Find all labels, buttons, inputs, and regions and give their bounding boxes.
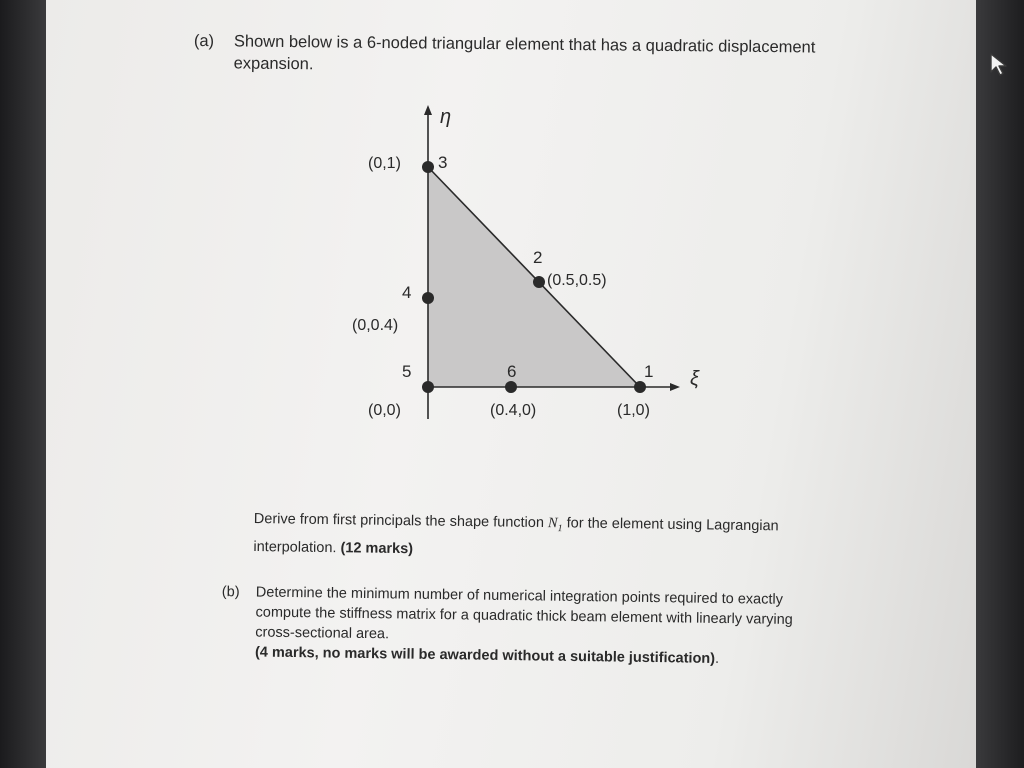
derive-text-line2: interpolation. [253, 538, 337, 557]
question-a-text: Shown below is a 6-noded triangular element that has a quadratic displacement [233, 32, 816, 57]
node-5 [422, 381, 434, 393]
node-2-coord: (0.5,0.5) [547, 272, 607, 289]
node-6-label: 6 [507, 362, 517, 381]
eta-label: η [440, 106, 452, 128]
derive-instruction [253, 508, 894, 568]
question-a [194, 30, 914, 82]
question-a-text-continued: expansion. [233, 54, 314, 74]
node-5-coord: (0,0) [368, 402, 401, 419]
derive-text: Derive from first principals the shape function [253, 510, 545, 532]
monitor-bezel-left [0, 0, 46, 768]
node-2 [533, 276, 545, 288]
eta-arrow-icon [424, 105, 432, 115]
question-b-label: (b) [221, 583, 240, 601]
node-3-coord: (0,1) [368, 155, 401, 172]
derive-marks: (12 marks) [340, 540, 414, 558]
node-4 [422, 292, 434, 304]
question-b-line3: cross-sectional area. [255, 624, 390, 643]
monitor-bezel-right [976, 0, 1024, 768]
node-2-label: 2 [533, 248, 543, 267]
question-b-line2: compute the stiffness matrix for a quadratic thick beam element with linearly varying [255, 604, 793, 628]
node-3-label: 3 [438, 153, 448, 172]
question-b-period: . [714, 650, 720, 667]
question-b-line1: Determine the minimum number of numerical integration points required to exactly [255, 584, 783, 608]
triangular-element-diagram [340, 95, 720, 435]
question-a-label: (a) [193, 31, 215, 51]
derive-text-continued: for the element using Lagrangian [566, 515, 779, 535]
xi-arrow-icon [670, 383, 680, 391]
node-1-label: 1 [644, 362, 654, 381]
node-6 [505, 381, 517, 393]
question-b-marks: (4 marks, no marks will be awarded without a suitable justification) [254, 644, 716, 667]
question-b [221, 582, 882, 671]
xi-label: ξ [690, 368, 699, 390]
node-1 [634, 381, 646, 393]
node-5-label: 5 [402, 362, 412, 381]
node-4-coord: (0,0.4) [352, 317, 399, 334]
node-3 [422, 161, 434, 173]
node-4-label: 4 [402, 283, 412, 302]
node-6-coord: (0.4,0) [490, 402, 537, 419]
mouse-pointer-icon [988, 52, 1010, 78]
node-1-coord: (1,0) [617, 402, 650, 419]
shape-function-symbol: $N_1$ [547, 515, 563, 535]
